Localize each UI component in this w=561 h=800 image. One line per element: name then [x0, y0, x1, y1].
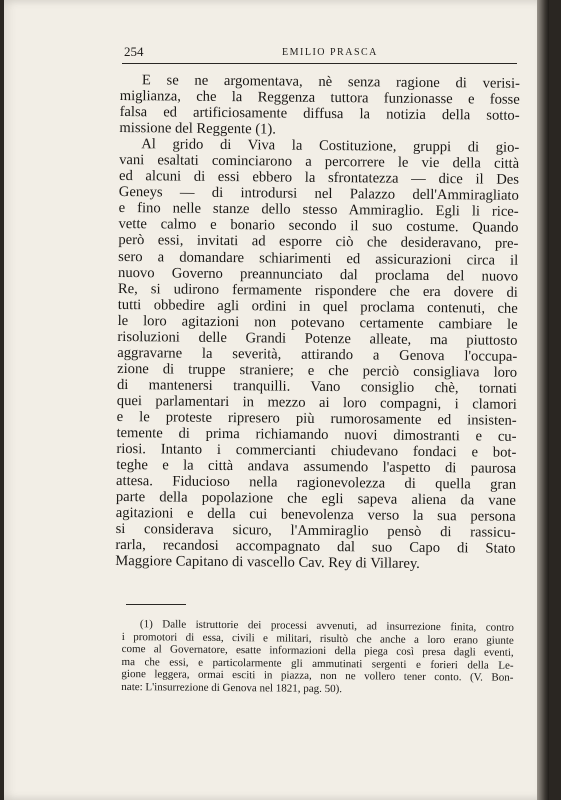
- text-line: e fino nelle stanze dello stesso Ammiraglio. Egli li rice-: [118, 200, 519, 221]
- text-line: aggravarne la severità, attirando a Genova l'occupa-: [117, 344, 518, 365]
- text-line: Maggiore Capitano di vascello Cav. Rey di Villarey.: [115, 553, 420, 573]
- text-line: teghe e la città andava assumendo l'aspetto di paurosa: [116, 457, 517, 477]
- text-line: falsa ed artificiosamente diffusa la notizia della sotto-: [119, 104, 520, 124]
- text-line: risoluzioni delle Grandi Potenze alleate, ma piuttosto: [117, 328, 518, 349]
- text-line: temente di prima richiamando nuovi dimostranti e cu-: [116, 425, 517, 445]
- text-line: zione di truppe straniere; e che perciò consigliava loro: [117, 360, 518, 381]
- footnote-line: come al Governatore, esatte informazioni della piega così presa dagli eventi,: [121, 643, 514, 659]
- text-line: sero a domandare schiarimenti ed assicurazioni circa il: [118, 248, 519, 269]
- page-number: 254: [124, 44, 144, 59]
- running-title: EMILIO PRASCA: [282, 47, 378, 58]
- text-line: Re, si udirono fermamente rispondere che era dovere di: [117, 280, 518, 301]
- text-line: riosi. Intanto i commercianti chiudevano fondaci e bot-: [116, 441, 517, 461]
- book-spine-shadow: [537, 0, 549, 800]
- book-page: [4, 0, 549, 800]
- text-line: tutti obbedire agli ordini in quel proclama contenuti, che: [117, 296, 518, 317]
- footnote-line: (1) Dalle istruttorie dei processi avvenuti, ad insurrezione finita, contro: [139, 618, 514, 634]
- footnote-line: nate: L'insurrezione di Genova nel 1821, pag. 50).: [121, 680, 343, 696]
- footnote-rule: [126, 604, 186, 605]
- text-line: rarla, recandosi accompagnato dal suo Capo di Stato: [115, 537, 516, 558]
- text-line: vani esaltati cominciarono a percorrere le vie della città: [119, 152, 520, 173]
- text-line: Geneys — di introdursi nel Palazzo dell'Ammiragliato: [118, 184, 519, 205]
- text-line: attesa. Fiducioso nella ragionevolezza di quella gran: [115, 473, 517, 493]
- text-line: agitazioni e della cui benevolenza verso la sua persona: [115, 505, 516, 526]
- text-line: parte della popolazione che egli sapeva aliena da vane: [115, 489, 516, 510]
- footnote-line: gione leggera, ormai esciti in piazza, non ne vollero tener conto. (V. Bon-: [121, 668, 514, 685]
- text-line: vette calmo e bonario secondo il suo costume. Quando: [118, 216, 519, 237]
- text-line: quei parlamentari in mezzo ai loro compagni, i clamori: [116, 392, 517, 413]
- text-line: si considerava sicuro, l'Ammiraglio pensò di rassicu-: [115, 521, 516, 542]
- header-rule: [122, 63, 517, 64]
- body-text: [115, 72, 520, 573]
- text-line: ed alcuni di essi ebbero la sfrontatezza — dice il Des: [118, 168, 520, 189]
- text-line: E se ne argomentava, nè senza ragione di verisi-: [141, 72, 520, 92]
- text-line: le loro agitazioni non potevano certamente cambiare le: [117, 312, 518, 333]
- text-line: di mantenersi tranquilli. Vano consiglio chè, tornati: [116, 376, 518, 397]
- text-line: e le proteste ripresero più rumorosamente ed insisten-: [116, 408, 517, 429]
- text-line: missione del Reggente (1).: [119, 120, 276, 138]
- footnote-line: i promotori di essa, civili e militari, risultò che anche a loro erano giunte: [121, 630, 514, 647]
- text-line: nuovo Governo preannunciato dal proclama del nuovo: [117, 264, 519, 285]
- text-line: miglianza, che la Reggenza tuttora funzionasse e fosse: [119, 88, 520, 108]
- footnote-line: ma che essi, e particolarmente gli ammutinati sergenti e forieri della Le-: [121, 655, 514, 672]
- text-line: Al grido di Viva la Costituzione, gruppi di gio-: [141, 136, 520, 157]
- text-line: però essi, invitati ad esporre ciò che desideravano, pre-: [118, 232, 519, 253]
- footnote: [121, 618, 514, 697]
